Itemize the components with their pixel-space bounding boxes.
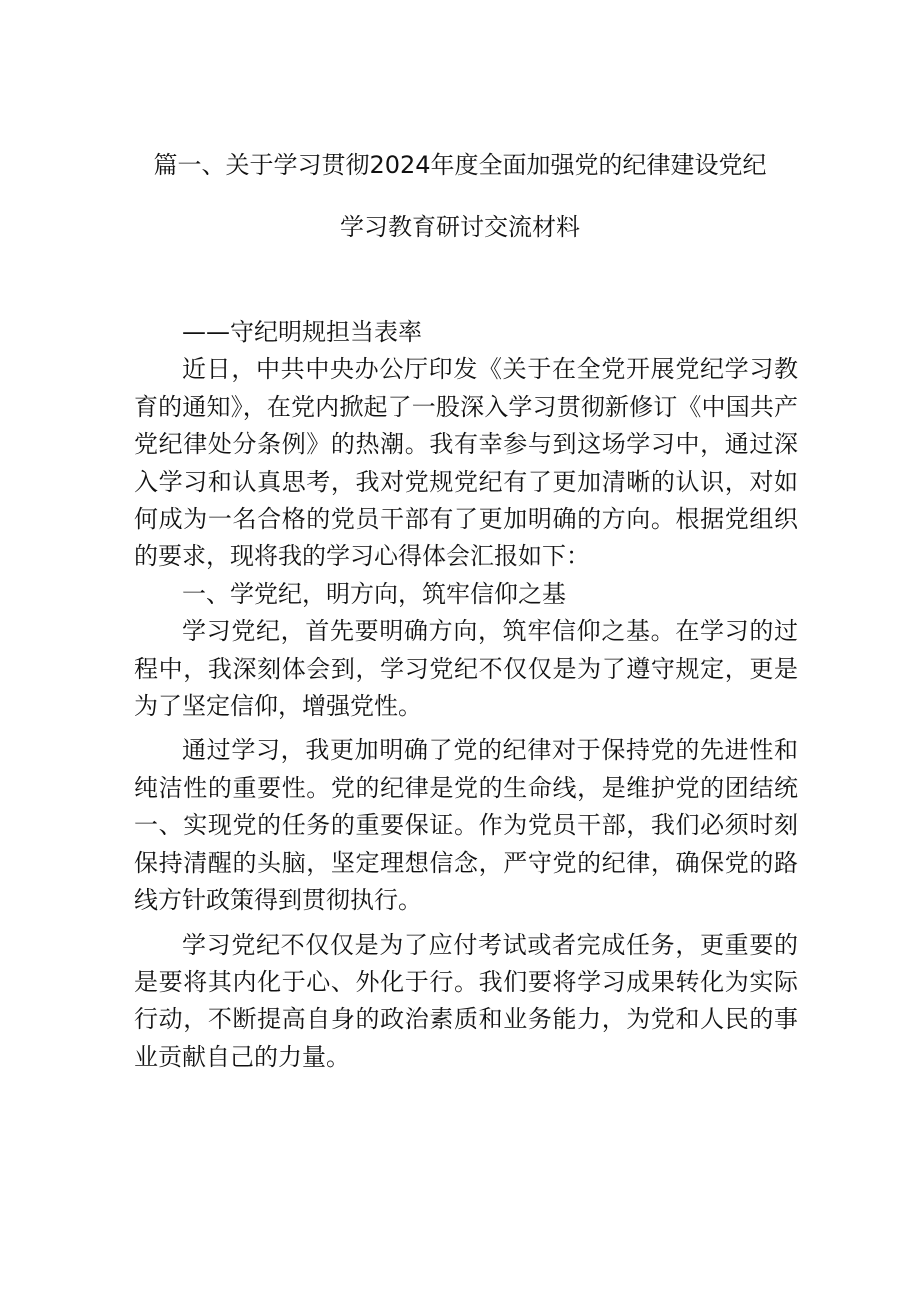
paragraph-discipline: 通过学习，我更加明确了党的纪律对于保持党的先进性和纯洁性的重要性。党的纪律是党的生命线，是维护党的团结统一、实现党的任务的重要保证。作为党员干部，我们必须时刻保持清醒的头脑，坚定理想信念，严守党的纪律，确保党的路线方针政策得到贯彻执行。 [134,736,798,915]
paragraph-action: 学习党纪不仅仅是为了应付考试或者完成任务，更重要的是要将其内化于心、外化于行。我们要将学习成果转化为实际行动，不断提高自身的政治素质和业务能力，为党和人民的事业贡献自己的力量。 [134,930,798,1071]
document-title-line-2: 学习教育研讨交流材料 [340,213,580,241]
document-body [134,314,798,1076]
section-heading-1: 一、学党纪，明方向，筑牢信仰之基 [182,579,566,608]
document-subtitle: ——守纪明规担当表率 [182,318,422,346]
paragraph-intro: 近日，中共中央办公厅印发《关于在全党开展党纪学习教育的通知》，在党内掀起了一股深入学习贯彻新修订《中国共产党纪律处分条例》的热潮。我有幸参与到这场学习中，通过深入学习和认真思考，我对党规党纪有了更加清晰的认识，对如何成为一名合格的党员干部有了更加明确的方向。根据党组织的要求，现将我的学习心得体会汇报如下： [134,355,798,571]
document-title-line-1: 篇一、关于学习贯彻2024年度全面加强党的纪律建设党纪 [153,151,767,179]
paragraph-direction: 学习党纪，首先要明确方向，筑牢信仰之基。在学习的过程中，我深刻体会到，学习党纪不仅仅是为了遵守规定，更是为了坚定信仰，增强党性。 [134,617,798,721]
